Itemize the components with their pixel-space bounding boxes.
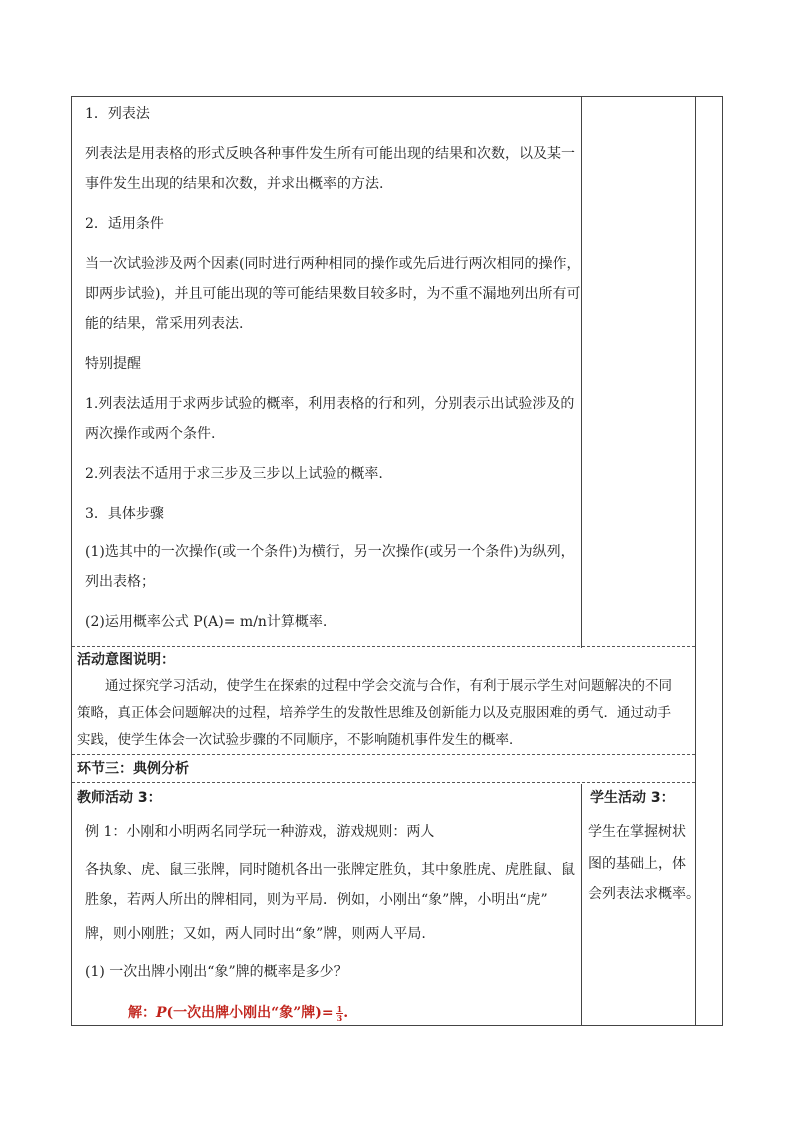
section3-top-divider xyxy=(72,754,695,755)
paragraph-line: 列表法是用表格的形式反映各种事件发生所有可能出现的结果和次数，以及某一 xyxy=(85,146,575,162)
table-left-border xyxy=(71,96,72,1026)
example-line: 胜象，若两人所出的牌相同，则为平局．例如，小刚出“象”牌，小明出“虎” xyxy=(85,892,548,908)
solution-p: P xyxy=(156,1005,167,1021)
table-top-border xyxy=(71,96,723,97)
student-column-divider-bottom xyxy=(581,784,582,1026)
paragraph-line: 事件发生出现的结果和次数，并求出概率的方法. xyxy=(85,176,384,192)
student-line: 学生在掌握树状 xyxy=(588,824,686,840)
intent-line: 策略，真正体会问题解决的过程，培养学生的发散性思维及创新能力以及克服困难的勇气．通过动手 xyxy=(77,705,671,721)
table-bottom-border xyxy=(71,1025,723,1026)
section3-title: 环节三：典例分析 xyxy=(77,761,189,777)
solution-line xyxy=(128,1003,348,1023)
solution-end: . xyxy=(343,1005,349,1021)
intent-line: 实践，使学生体会一次试验步骤的不同顺序，不影响随机事件发生的概率． xyxy=(77,732,523,748)
heading-steps: 3．具体步骤 xyxy=(85,506,164,522)
fraction-denominator: 3 xyxy=(336,1012,343,1023)
student-line: 图的基础上，体 xyxy=(588,856,686,872)
intent-top-divider xyxy=(72,646,695,647)
intent-line: 通过探究学习活动，使学生在探索的过程中学会交流与合作，有利于展示学生对问题解决的不同 xyxy=(105,678,672,694)
teacher-activity-title: 教师活动 3： xyxy=(77,790,162,806)
solution-middle: (一次出牌小刚出“象”牌)= xyxy=(166,1005,334,1021)
example-line: 例 1：小刚和小明两名同学玩一种游戏，游戏规则：两人 xyxy=(85,824,435,840)
solution-prefix: 解： xyxy=(128,1005,156,1021)
tip-line: 两次操作或两个条件. xyxy=(85,426,216,442)
question-1: (1) 一次出牌小刚出“象”牌的概率是多少？ xyxy=(85,964,348,980)
example-line: 各执象、虎、鼠三张牌，同时随机各出一张牌定胜负，其中象胜虎、虎胜鼠、鼠 xyxy=(85,862,575,878)
paragraph-line: 当一次试验涉及两个因素(同时进行两种相同的操作或先后进行两次相同的操作， xyxy=(85,256,581,272)
student-activity-title: 学生活动 3： xyxy=(590,790,675,806)
heading-list-method: 1．列表法 xyxy=(85,106,150,122)
tip-line: 2.列表法不适用于求三步及三步以上试验的概率. xyxy=(85,466,383,482)
example-line: 牌，则小刚胜；又如，两人同时出“象”牌，则两人平局. xyxy=(85,926,426,942)
step-line: (2)运用概率公式 P(A)= m/n计算概率. xyxy=(85,614,328,630)
step-line: (1)选其中的一次操作(或一个条件)为横行，另一次操作(或另一个条件)为纵列， xyxy=(85,544,575,560)
heading-conditions: 2．适用条件 xyxy=(85,216,164,232)
table-right-border xyxy=(722,96,723,1026)
step-line: 列出表格； xyxy=(85,574,155,590)
activity-top-divider xyxy=(72,782,695,783)
tip-line: 1.列表法适用于求两步试验的概率，利用表格的行和列，分别表示出试验涉及的 xyxy=(85,396,575,412)
student-column-divider-top xyxy=(581,96,582,648)
tip-title: 特别提醒 xyxy=(85,356,141,372)
paragraph-line: 能的结果，常采用列表法. xyxy=(85,316,244,332)
paragraph-line: 即两步试验)，并且可能出现的等可能结果数目较多时，为不重不漏地列出所有可 xyxy=(85,286,581,302)
student-line: 会列表法求概率。 xyxy=(588,886,700,902)
fraction-numerator: 1 xyxy=(336,1003,343,1014)
intent-title: 活动意图说明： xyxy=(77,652,175,668)
